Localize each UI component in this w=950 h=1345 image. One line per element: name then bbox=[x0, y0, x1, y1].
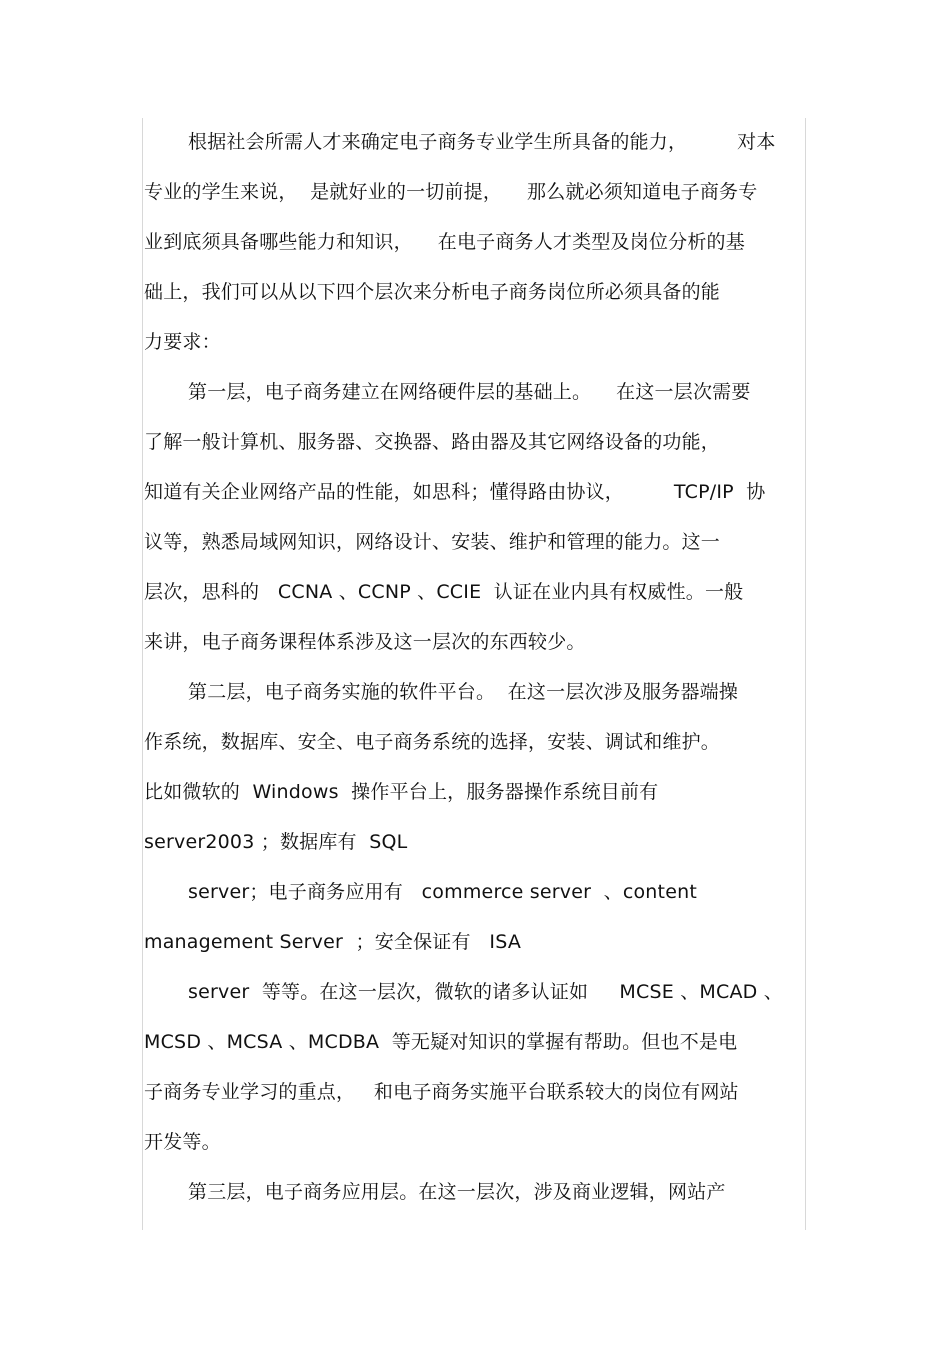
paragraph-1-line-2: 专业的学生来说， 是就好业的一切前提， 那么就必须知道电子商务专 bbox=[144, 181, 758, 203]
paragraph-3-line-4: server2003 ；数据库有 SQL bbox=[144, 831, 408, 853]
paragraph-3-line-9: 子商务专业学习的重点， 和电子商务实施平台联系较大的岗位有网站 bbox=[144, 1081, 739, 1103]
paragraph-2-line-5: 层次，思科的 CCNA 、CCNP 、CCIE 认证在业内具有权威性。一般 bbox=[144, 581, 744, 603]
paragraph-3-line-7: server 等等。在这一层次，微软的诸多认证如 MCSE 、MCAD 、 bbox=[188, 981, 783, 1003]
paragraph-3-line-6: management Server ；安全保证有 ISA bbox=[144, 931, 522, 953]
paragraph-1-line-5: 力要求： bbox=[144, 331, 221, 353]
paragraph-2-line-3: 知道有关企业网络产品的性能，如思科；懂得路由协议， TCP/IP 协 bbox=[144, 481, 766, 503]
paragraph-3-line-5: server；电子商务应用有 commerce server 、content bbox=[188, 881, 697, 903]
paragraph-1-line-4: 础上，我们可以从以下四个层次来分析电子商务岗位所必须具备的能 bbox=[144, 281, 721, 303]
paragraph-3-line-3: 比如微软的 Windows 操作平台上，服务器操作系统目前有 bbox=[144, 781, 659, 803]
paragraph-2-line-6: 来讲，电子商务课程体系涉及这一层次的东西较少。 bbox=[144, 631, 586, 653]
paragraph-3-line-10: 开发等。 bbox=[144, 1131, 221, 1153]
paragraph-2-line-1: 第一层，电子商务建立在网络硬件层的基础上。 在这一层次需要 bbox=[188, 381, 751, 403]
frame-right-border bbox=[805, 118, 806, 1230]
frame-left-border bbox=[142, 118, 143, 1230]
paragraph-1-line-3: 业到底须具备哪些能力和知识， 在电子商务人才类型及岗位分析的基 bbox=[144, 231, 745, 253]
paragraph-1-line-1: 根据社会所需人才来确定电子商务专业学生所具备的能力， 对本 bbox=[188, 131, 776, 153]
paragraph-4-line-1: 第三层，电子商务应用层。在这一层次，涉及商业逻辑，网站产 bbox=[188, 1181, 726, 1203]
paragraph-3-line-2: 作系统，数据库、安全、电子商务系统的选择，安装、调试和维护。 bbox=[144, 731, 721, 753]
paragraph-2-line-2: 了解一般计算机、服务器、交换器、路由器及其它网络设备的功能， bbox=[144, 431, 721, 453]
paragraph-3-line-1: 第二层，电子商务实施的软件平台。 在这一层次涉及服务器端操 bbox=[188, 681, 739, 703]
paragraph-3-line-8: MCSD 、MCSA 、MCDBA 等无疑对知识的掌握有帮助。但也不是电 bbox=[144, 1031, 738, 1053]
paragraph-2-line-4: 议等，熟悉局域网知识，网络设计、安装、维护和管理的能力。这一 bbox=[144, 531, 721, 553]
